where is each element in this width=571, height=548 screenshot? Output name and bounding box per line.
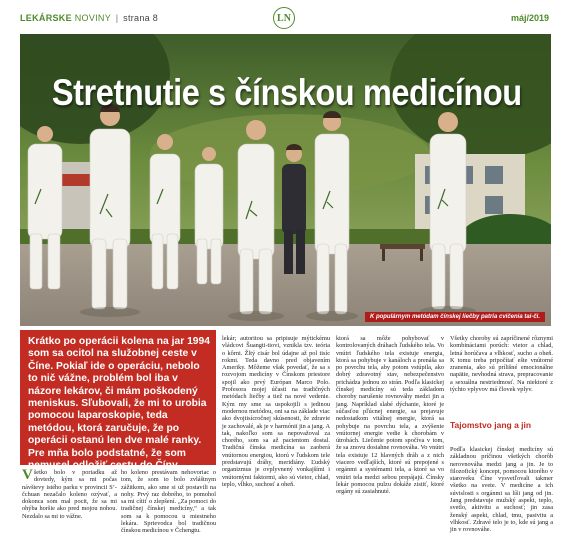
body-column-4b: Podľa klasickej čínskej medicíny sú základnou príčinou všetkých chorôb nerovnováha medzi jang a jin. Je to filozofický koncept, pomocou ktorého v staroveku Číne vysvetľovali takmer všetko na svete. V medicíne a ich súvislosti s orgánmi sa líši jang od jin. Jang predstavuje mužský aspekt, teplo, svetlo, aktivitu a suchosť; jin zasa ženský aspekt, chlad, tmu, pasivitu a vlhkosť. Zdravé telo je to, kde sú jang a jin v rovnováhe. [450,446,553,534]
photo-caption: K populárnym metódam čínskej liečby patria cvičenia tai-či. [365,312,545,322]
publication-name: NOVINY [74,13,111,23]
article-lead: Krátko po operácii kolena na jar 1994 som sa ocitol na služobnej ceste v Číne. Pokiaľ ide o operáciu, nebolo to nič vážne, problém bol iba v názore lekárov, či mám poškodený meniskus. Sľubovali, že mi to urobia pomocou laparoskopie, teda metódou, ktorá zaručuje, že po operácii ostanú len dve malé ranky. Pre mňa bolo podstatné, že som nemusel odložiť cestu do Číny. [20,330,216,465]
page-number: strana 8 [123,13,159,23]
article-headline: Stretnutie s čínskou medicínou [51,72,522,113]
publication-title [20,13,158,23]
body-column-1b: ho koleno prestávam nehovoriac o tom, že som to bolo zvláštnym zážitkom, ako sme si už postavili na nohy. Prvý raz dobrého, to pomohol sa mi cítiť o zlepšení. „Za pomoci do tradičnej čínskej medicíny,“ a tak som sa k pomocou u miestneho lekára. Sprievodca bol tradičnou čínskou medicínou v Čchengtu. [121,469,216,535]
body-column-1a-text: šetko bolo v poriadku až dovtedy, kým sa mi počas návštevy istého parku v provincii S’-čchuan nezačalo koleno ozývať, a dokonca som mal pocit, že sa mi ohýba horšie ako pred mojou nohou. Nezdalo sa mi to vážne. [22,469,117,520]
body-column-4: Všetky choroby sú zapríčinené rôznymi kombináciami porúch: vietor a chlad, letná horúčava a vlhkosť, sucho a oheň. K tomu treba pripočítať ešte vnútorné zranenia, ako sú prílišné emocionálne napätie, nevhodná strava, prepracovanie a sexuálna nestriedmosť. Na niektoré z týchto vplyvov má človek vplyv. [450,335,553,394]
body-column-1a [22,469,117,520]
drop-cap: V [22,467,33,483]
body-column-2: lekár; autoritou sa pripisuje mýtickému vládcovi Šuangti-tiovi, vznikla tzv. teória o kôrni. Žltý cisár bol údajne až pol tisíc rokmi. Teda davno pred objavením Ameriky. Môžeme však povedať, že sa s rozvojom medicíny v Čínskom priestore spojil ako prvý Európan Marco Polo. Profesora mojej účasti na tradičných metódach liečby a tiež na nové vedenie. Kým my sme sa uspokojili s jedinou modernou metódou, oni sa na základe viac ako dvojtisícročnej skúsenosti, že zdravie je zachovalé, ak je v harmónii jin a jang. A tak, nakoľko som sa nepovažoval za chorého, som sa až pacientom dostal. Tradičná čínska medicína sa zaoberá vnútornou energiou, ktorú v ľudskom tele predstavujú dráhy, meridiány. Ľudský organizmus je ovplyvnený vonkajšími i vnútornými faktormi, ako sú vietor, chlad, teplo, vlhko, suchosť a oheň. [222,335,330,488]
publication-name-bold: LEKÁRSKE [20,13,72,23]
issue-date: máj/2019 [510,13,549,23]
section-subheading: Tajomstvo jang a jin [450,420,532,430]
page-header [0,0,571,34]
body-column-3: ktorá sa môže pohybovať v kontrolovaných dráhach ľudského tela. Vo vnútri ľudského tela existuje energia, ktorá sa pohybuje v kanáloch a prenáša sa po povrchu tela, aby potom vstúpila, ako dobrý zdravotný stav, nebezpečenstvo prichádza jednou zo strán. Podľa klasickej čínskej medicíny sú teda základom choroby narušenie rovnováhy medzi jin a jang. Napríklad slabé dýchanie, ktoré je súčasťou pľúcnej energie, sa prejavuje nedostatkom vitálnej energie, ktorá sa pohybuje na povrchu tela, a zvýšenie vnútornej energie vedie k chorobám v útrobách. Liečenie potom spočíva v tom, že sa znovu dosiahne rovnováha. Vo vnútri tela existuje 12 hlavných dráh a z nich viacero vedľajších, ktoré sú prepojené s orgánmi a systémami tela, a ktoré sa vo vnútri tela medzi sebou prepájajú. Čínsky lekár pomocou pulzu dokáže zistiť, ktoré orgány sú zasiahnuté. [336,335,445,496]
publication-logo: LN [273,7,295,29]
header-separator: | [115,13,119,23]
article-photo [20,34,551,326]
